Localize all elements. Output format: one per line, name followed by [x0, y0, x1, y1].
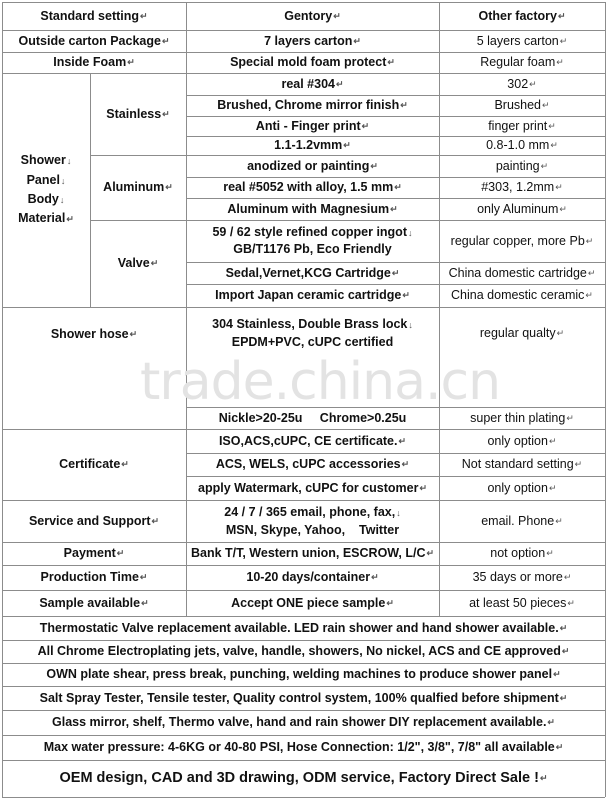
cell-gentory-aluminum-2: real #5052 with alloy, 1.5 mm ↵	[223, 180, 402, 195]
cell-other-valve-2: China domestic cartridge ↵	[448, 265, 596, 280]
cell-other-payment: not option ↵	[490, 546, 554, 561]
cell-gentory-sample: Accept ONE piece sample ↵	[231, 595, 394, 610]
cell-other-cert-2: Not standard setting ↵	[461, 457, 583, 472]
row-label-service: Service and Support ↵	[28, 513, 160, 528]
row-label-sample: Sample available ↵	[39, 595, 149, 610]
cell-gentory-cert-3: apply Watermark, cUPC for customer ↵	[198, 480, 427, 495]
cell-other-aluminum-3: only Aluminum ↵	[477, 201, 567, 216]
cell-other-stainless-1: 302 ↵	[507, 76, 537, 91]
cell-gentory-hose: 304 Stainless, Double Brass lock↓ EPDM+PVC, cUPC certified	[212, 316, 413, 349]
cell-other-valve-3: China domestic ceramic ↵	[451, 288, 593, 303]
note-line: Thermostatic Valve replacement available. LED rain shower and hand shower available. ↵	[39, 620, 568, 635]
cell-gentory-plating: Nickle>20-25u Chrome>0.25u	[218, 410, 407, 425]
note-line: All Chrome Electroplating jets, valve, handle, showers, No nickel, ACS and CE approved ↵	[37, 644, 570, 659]
sublabel-valve: Valve ↵	[117, 256, 159, 271]
cell-gentory-aluminum-3: Aluminum with Magnesium ↵	[227, 201, 398, 216]
row-label-foam: Inside Foam ↵	[53, 55, 135, 70]
cell-gentory-valve-3: Import Japan ceramic cartridge ↵	[215, 288, 410, 303]
group-label-material: Shower↓ Panel↓ Body↓ Material↵	[18, 153, 74, 226]
note-line: Glass mirror, shelf, Thermo valve, hand and rain shower DIY replacement available. ↵	[52, 715, 555, 730]
header-other-factory: Other factory ↵	[478, 8, 566, 23]
cell-gentory-valve-1: 59 / 62 style refined copper ingot↓ GB/T1176 Pb, Eco Friendly	[212, 224, 413, 256]
cell-gentory-stainless-1: real #304 ↵	[281, 76, 344, 91]
row-label-certificate: Certificate ↵	[59, 457, 129, 472]
cell-other-plating: super thin plating ↵	[470, 410, 574, 425]
cell-other-aluminum-2: #303, 1.2mm ↵	[481, 180, 563, 195]
cell-gentory-valve-2: Sedal,Vernet,KCG Cartridge ↵	[225, 265, 400, 280]
cell-gentory-stainless-2: Brushed, Chrome mirror finish ↵	[217, 98, 408, 113]
note-line: OWN plate shear, press break, punching, welding machines to produce shower panel ↵	[46, 667, 561, 682]
cell-other-stainless-4: 0.8-1.0 mm ↵	[486, 138, 558, 153]
cell-gentory-cert-2: ACS, WELS, cUPC accessories ↵	[215, 457, 410, 472]
note-line: Max water pressure: 4-6KG or 40-80 PSI, Hose Connection: 1/2", 3/8", 7/8" all available ↵	[43, 740, 564, 755]
cell-other-service: email. Phone ↵	[481, 513, 563, 528]
cell-other-foam: Regular foam ↵	[480, 55, 564, 70]
cell-other-carton: 5 layers carton ↵	[476, 33, 568, 48]
cell-other-production: 35 days or more ↵	[472, 570, 572, 585]
cell-gentory-stainless-3: Anti - Finger print ↵	[255, 118, 370, 133]
cell-gentory-stainless-4: 1.1-1.2vmm ↵	[274, 138, 351, 153]
cell-gentory-service: 24 / 7 / 365 email, phone, fax,↓ MSN, Skype, Yahoo, Twitter	[224, 504, 401, 537]
cell-other-aluminum-1: painting ↵	[495, 158, 549, 173]
row-label-payment: Payment ↵	[63, 546, 125, 561]
cell-other-cert-3: only option ↵	[487, 480, 557, 495]
row-label-production: Production Time ↵	[40, 570, 148, 585]
cell-other-sample: at least 50 pieces ↵	[469, 595, 575, 610]
cell-gentory-aluminum-1: anodized or painting ↵	[247, 158, 378, 173]
cell-other-stainless-2: Brushed ↵	[494, 98, 550, 113]
cell-other-stainless-3: finger print ↵	[488, 118, 556, 133]
cell-other-cert-1: only option ↵	[487, 433, 557, 448]
sublabel-stainless: Stainless ↵	[106, 106, 170, 121]
footer-slogan: OEM design, CAD and 3D drawing, ODM service, Factory Direct Sale ! ↵	[59, 769, 548, 786]
cell-other-valve-1: regular copper, more Pb ↵	[450, 233, 594, 248]
header-gentory: Gentory ↵	[284, 8, 341, 23]
note-line: Salt Spray Tester, Tensile tester, Quality control system, 100% qualfied before shipment ↵	[39, 690, 568, 705]
header-standard-setting: Standard setting ↵	[40, 8, 148, 23]
row-label-shower-hose: Shower hose ↵	[50, 327, 138, 342]
cell-gentory-production: 10-20 days/container ↵	[246, 570, 379, 585]
sublabel-aluminum: Aluminum ↵	[103, 180, 173, 195]
cell-gentory-payment: Bank T/T, Western union, ESCROW, L/C ↵	[190, 546, 435, 561]
cell-other-hose: regular qualty ↵	[479, 325, 565, 340]
cell-gentory-cert-1: ISO,ACS,cUPC, CE certificate. ↵	[218, 433, 407, 448]
watermark-text: trade.china.cn	[139, 352, 501, 412]
cell-gentory-carton: 7 layers carton ↵	[264, 33, 361, 48]
cell-gentory-foam: Special mold foam protect ↵	[230, 55, 395, 70]
row-label-carton: Outside carton Package ↵	[18, 33, 170, 48]
